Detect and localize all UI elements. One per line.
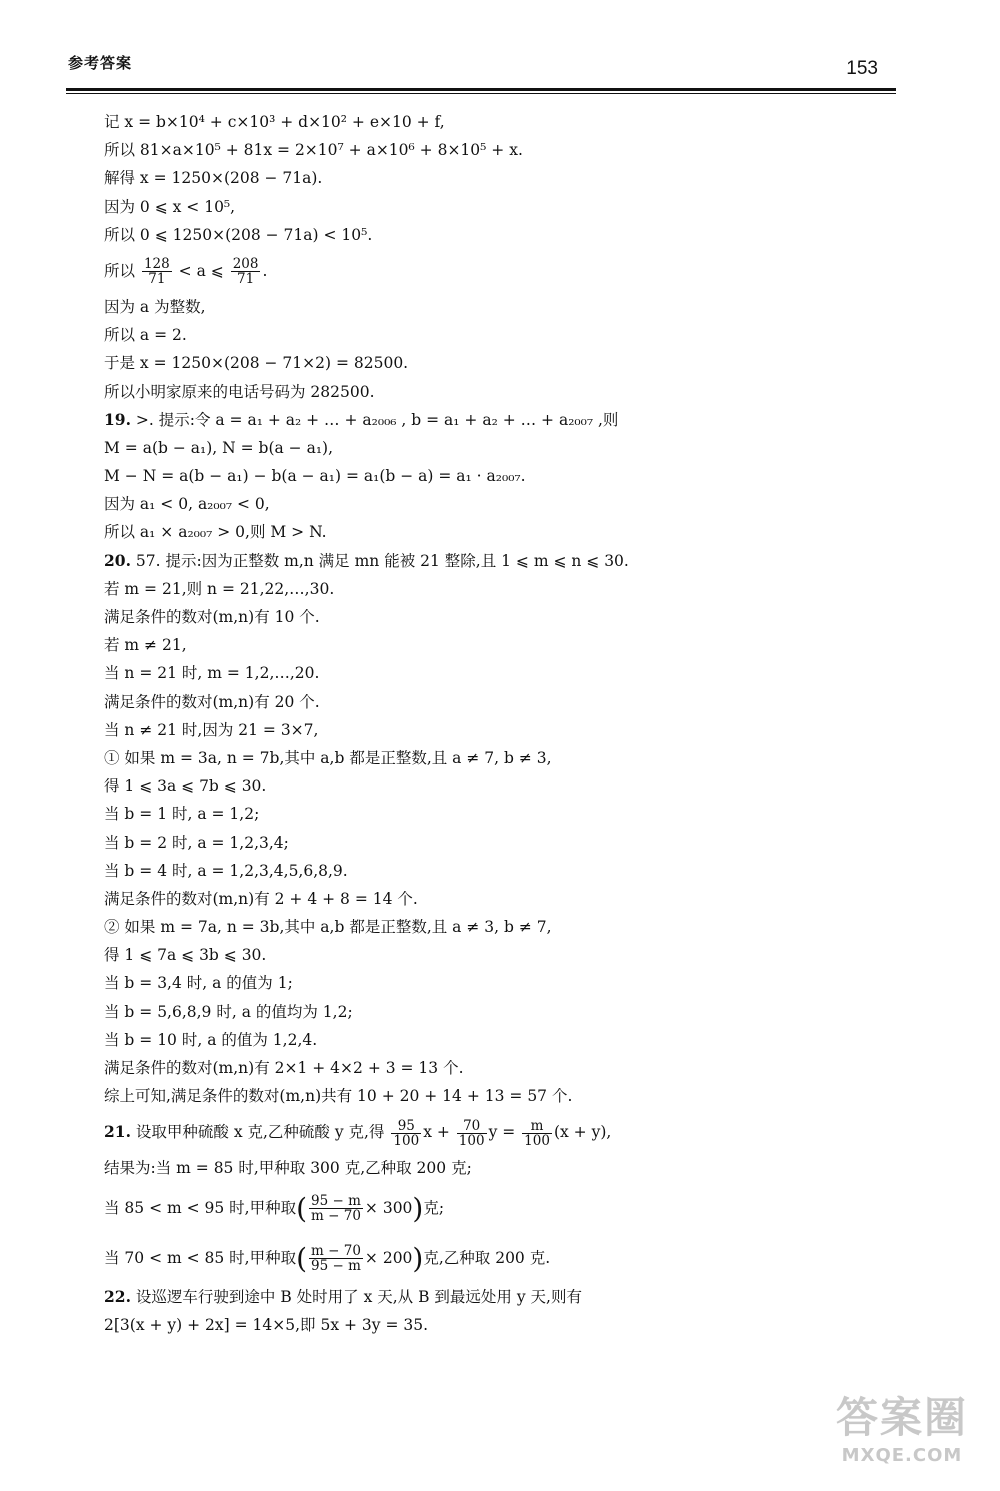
text-line: 满足条件的数对(m,n)有 10 个. [104, 608, 320, 626]
fraction-line: 当 70 < m < 85 时,甲种取( $\frac{m - 70}{95 - m}$ × 200)克,乙种取 200 克. [104, 1241, 551, 1275]
text-line: 当 b = 4 时, a = 1,2,3,4,5,6,8,9. [104, 861, 348, 880]
text-line: M − N = a(b − a₁) − b(a − a₁) = a₁(b − a) = a₁ · a₂₀₀₇. [104, 467, 526, 486]
fraction: $\frac{95 - m}{m - 70}$ [311, 1192, 361, 1225]
text-line: 当 b = 3,4 时, a 的值为 1; [104, 974, 293, 993]
text-line: 结果为:当 m = 85 时,甲种取 300 克,乙种取 200 克; [104, 1159, 472, 1178]
text-line: 所以 81×a×10⁵ + 81x = 2×10⁷ + a×10⁶ + 8×10⁵ + x. [104, 141, 523, 160]
text-line: 综上可知,满足条件的数对(m,n)共有 10 + 20 + 14 + 13 = 57 个. [104, 1087, 573, 1106]
problem-number: 19. [104, 409, 131, 429]
text-line: 当 b = 2 时, a = 1,2,3,4; [104, 833, 289, 852]
problem-22: 22. 设巡逻车行驶到途中 B 处时用了 x 天,从 B 到最远处用 y 天,则有 [104, 1286, 582, 1306]
text-line: 当 n ≠ 21 时,因为 21 = 3×7, [104, 720, 319, 739]
text-line: 因为 0 ⩽ x < 10⁵, [104, 197, 236, 216]
section-title: 参考答案 [68, 54, 133, 72]
fraction-line: 所以 $\frac{128}{71}$ < a ⩽ $\frac{208}{71}$ . [104, 256, 268, 288]
problem-number: 20. [104, 550, 131, 570]
text-line: M = a(b − a₁), N = b(a − a₁), [104, 438, 334, 457]
fraction: $\frac{m - 70}{95 - m}$ [311, 1242, 361, 1275]
page-number: 153 [846, 58, 878, 79]
text-line: 得 1 ⩽ 3a ⩽ 7b ⩽ 30. [104, 777, 267, 796]
text-line: 满足条件的数对(m,n)有 2×1 + 4×2 + 3 = 13 个. [104, 1059, 464, 1077]
text-line: 解得 x = 1250×(208 − 71a). [104, 169, 323, 188]
problem-19: 19. >. 提示:令 a = a₁ + a₂ + … + a₂₀₀₆ , b = a₁ + a₂ + … + a₂₀₀₇ ,则 [104, 409, 619, 429]
answer-text [104, 108, 894, 1339]
text-line: 当 b = 5,6,8,9 时, a 的值均为 1,2; [104, 1002, 353, 1021]
fraction: $\frac{m}{100}$ [524, 1117, 550, 1149]
header-rule [66, 88, 896, 91]
left-paren: ( [296, 1191, 308, 1225]
text-line: 当 b = 1 时, a = 1,2; [104, 805, 260, 824]
text-line: 记 x = b×10⁴ + c×10³ + d×10² + e×10 + f, [104, 113, 445, 131]
text-line: 得 1 ⩽ 7a ⩽ 3b ⩽ 30. [104, 946, 267, 965]
text-line: 2[3(x + y) + 2x] = 14×5,即 5x + 3y = 35. [104, 1315, 429, 1334]
fraction-line: 当 85 < m < 95 时,甲种取( $\frac{95 - m}{m - 70}$ × 300)克; [104, 1191, 445, 1225]
text-line: ② 如果 m = 7a, n = 3b,其中 a,b 都是正整数,且 a ≠ 3, b ≠ 7, [104, 918, 552, 937]
text-line: 当 b = 10 时, a 的值为 1,2,4. [104, 1030, 318, 1049]
text-line: 因为 a 为整数, [104, 297, 206, 316]
text-line: 所以 0 ⩽ 1250×(208 − 71a) < 10⁵. [104, 225, 373, 244]
text-line: 满足条件的数对(m,n)有 20 个. [104, 692, 320, 711]
problem-number: 22. [104, 1286, 131, 1306]
text-line: 满足条件的数对(m,n)有 2 + 4 + 8 = 14 个. [104, 889, 418, 908]
fraction: $\frac{70}{100}$ [458, 1117, 485, 1149]
watermark-logo: 答案圈 MXQE.COM [835, 1393, 968, 1466]
text-line: 所以小明家原来的电话号码为 282500. [104, 382, 375, 401]
problem-number: 21. [104, 1122, 131, 1142]
text-line: 所以 a = 2. [104, 326, 187, 345]
left-paren: ( [296, 1241, 308, 1275]
text-line: 因为 a₁ < 0, a₂₀₀₇ < 0, [104, 495, 270, 514]
text-line: 当 n = 21 时, m = 1,2,…,20. [104, 664, 320, 683]
text-line: 若 m ≠ 21, [104, 636, 187, 655]
fraction: $\frac{128}{71}$ [143, 256, 170, 288]
header-rule-thin [66, 93, 896, 94]
text-line: 若 m = 21,则 n = 21,22,…,30. [104, 579, 335, 598]
text-line: 所以 a₁ × a₂₀₀₇ > 0,则 M > N. [104, 523, 327, 542]
fraction: $\frac{208}{71}$ [232, 256, 259, 288]
right-paren: ) [412, 1241, 424, 1275]
text-line: 于是 x = 1250×(208 − 71×2) = 82500. [104, 354, 409, 373]
right-paren: ) [412, 1191, 424, 1225]
problem-21: 21. 设取甲种硫酸 x 克,乙种硫酸 y 克,得 $\frac{95}{100}$ x + $\frac{70}{100}$ y = $\frac{m}{100}$ (x + y), [104, 1117, 612, 1149]
text-line: ① 如果 m = 3a, n = 7b,其中 a,b 都是正整数,且 a ≠ 7, b ≠ 3, [104, 748, 552, 767]
fraction: $\frac{95}{100}$ [393, 1117, 420, 1149]
problem-20: 20. 57. 提示:因为正整数 m,n 满足 mn 能被 21 整除,且 1 ⩽ m ⩽ n ⩽ 30. [104, 550, 629, 570]
